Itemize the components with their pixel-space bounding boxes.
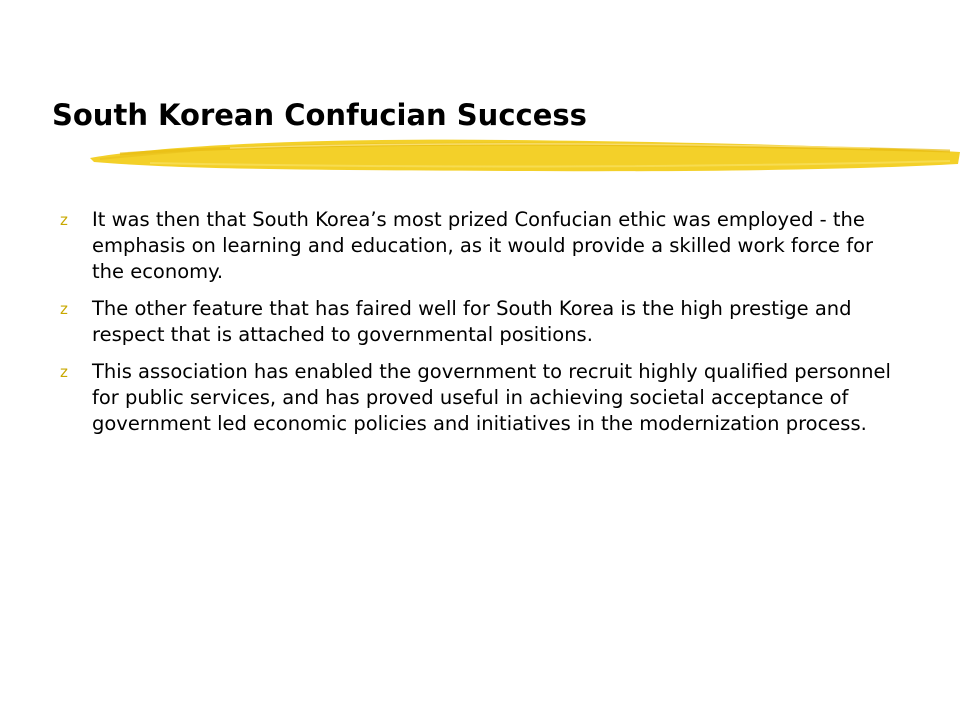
slide-title: South Korean Confucian Success bbox=[52, 98, 587, 132]
yellow-z-bullet-icon: z bbox=[60, 300, 68, 318]
yellow-z-bullet-icon: z bbox=[60, 211, 68, 229]
bullet-text: The other feature that has faired well for South Korea is the high prestige and respect that is attached to governmental positions. bbox=[92, 297, 852, 346]
bullet-list bbox=[58, 207, 908, 448]
bullet-text: It was then that South Korea’s most prized Confucian ethic was employed - the emphasis on learning and education, as it would provide a skilled work force for the economy. bbox=[92, 208, 874, 283]
bullet-item bbox=[58, 359, 908, 437]
bullet-item bbox=[58, 207, 908, 285]
bullet-text: This association has enabled the government to recruit highly qualified personnel for public services, and has proved useful in achieving societal acceptance of government led economic policies and initiatives in the modernization process. bbox=[92, 360, 891, 435]
yellow-z-bullet-icon: z bbox=[60, 363, 68, 381]
bullet-item bbox=[58, 296, 908, 348]
yellow-brush-stroke bbox=[90, 136, 960, 180]
